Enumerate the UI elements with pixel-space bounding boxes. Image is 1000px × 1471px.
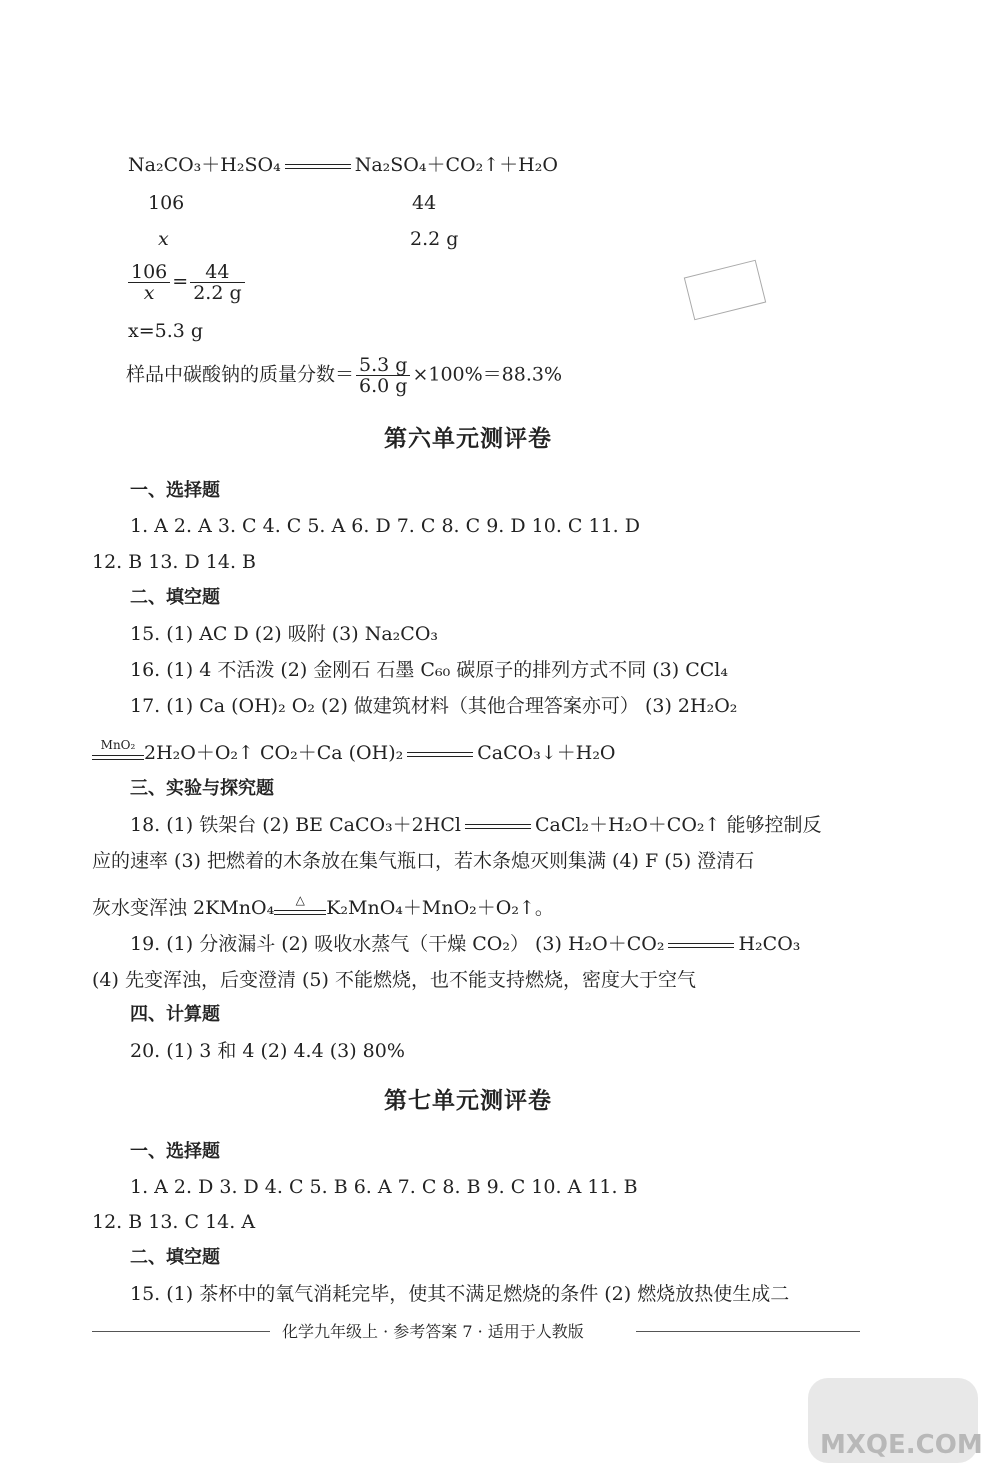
equals-sign — [465, 824, 531, 829]
watermark-text: MXQE.COM — [820, 1430, 983, 1460]
ratio-right: $\frac{44}{2.2 g}$ — [190, 262, 244, 303]
stamp-graphic — [684, 260, 766, 321]
unit6-q16: 16. (1) 4 不活泼 (2) 金刚石 石墨 C₆₀ 碳原子的排列方式不同 (3) CCl₄ — [130, 659, 728, 681]
unit6-q15: 15. (1) AC D (2) 吸附 (3) Na₂CO₃ — [130, 623, 439, 645]
unit6-q18-line1: 18. (1) 铁架台 (2) BE CaCO₃＋2HCl CaCl₂＋H₂O＋CO₂↑ 能够控制反 — [130, 814, 822, 836]
molar-mass-1: 106 — [148, 192, 185, 214]
footer-rule-left — [92, 1331, 270, 1332]
unit7-section-2: 二、填空题 — [130, 1247, 220, 1268]
mass-fraction: 样品中碳酸钠的质量分数＝ $\frac{5.3 g}{6.0 g}$ ×100%＝88.3% — [126, 354, 563, 397]
unit7-q15: 15. (1) 茶杯中的氧气消耗完毕，使其不满足燃烧的条件 (2) 燃烧放热使生成二 — [130, 1283, 790, 1305]
unknown-x: x — [158, 228, 169, 250]
unit6-answers-2: 12. B 13. D 14. B — [92, 551, 257, 573]
equals-sign — [668, 943, 734, 948]
unit6-section-3: 三、实验与探究题 — [130, 778, 274, 799]
footer-rule-right — [636, 1331, 860, 1332]
equals-sign — [407, 752, 473, 757]
heat-arrow: △ — [274, 899, 326, 919]
unit6-q19-line1: 19. (1) 分液漏斗 (2) 吸收水蒸气（干燥 CO₂） (3) H₂O＋CO₂ H₂CO₃ — [130, 933, 801, 955]
reaction-equation: Na₂CO₃＋H₂SO₄ Na₂SO₄＋CO₂↑＋H₂O — [128, 154, 558, 176]
unit7-title: 第七单元测评卷 — [384, 1088, 552, 1114]
unit7-answers-2: 12. B 13. C 14. A — [92, 1211, 256, 1233]
page-footer: 化学九年级上 · 参考答案 7 · 适用于人教版 — [282, 1322, 584, 1341]
catalyst-arrow: MnO₂ — [92, 744, 144, 764]
mass-co2: 2.2 g — [410, 228, 459, 250]
unit6-section-1: 一、选择题 — [130, 480, 220, 501]
molar-mass-2: 44 — [412, 192, 437, 214]
unit7-answers-1: 1. A 2. D 3. D 4. C 5. B 6. A 7. C 8. B 9. C 10. A 11. B — [130, 1176, 638, 1198]
unit6-section-2: 二、填空题 — [130, 587, 220, 608]
result-x: x=5.3 g — [128, 320, 204, 342]
unit6-q17-line1: 17. (1) Ca (OH)₂ O₂ (2) 做建筑材料（其他合理答案亦可） (3) 2H₂O₂ — [130, 695, 738, 717]
unit6-q20: 20. (1) 3 和 4 (2) 4.4 (3) 80% — [130, 1040, 405, 1062]
equals-sign — [285, 164, 351, 169]
unit7-section-1: 一、选择题 — [130, 1141, 220, 1162]
ratio-equation: $\frac{106}{x}$ = $\frac{44}{2.2 g}$ — [126, 262, 247, 303]
unit6-answers-1: 1. A 2. A 3. C 4. C 5. A 6. D 7. C 8. C 9. D 10. C 11. D — [130, 515, 640, 537]
ratio-left: $\frac{106}{x}$ — [128, 262, 170, 303]
unit6-q17-line2: MnO₂ 2H₂O＋O₂↑ CO₂＋Ca (OH)₂ CaCO₃↓＋H₂O — [92, 740, 616, 766]
unit6-q19-line2: (4) 先变浑浊，后变澄清 (5) 不能燃烧，也不能支持燃烧，密度大于空气 — [92, 969, 696, 991]
unit6-q18-line2: 应的速率 (3) 把燃着的木条放在集气瓶口，若木条熄灭则集满 (4) F (5) 澄清石 — [92, 850, 755, 872]
unit6-q18-line3: 灰水变浑浊 2KMnO₄ △ K₂MnO₄＋MnO₂＋O₂↑。 — [92, 893, 554, 919]
fraction: $\frac{5.3 g}{6.0 g}$ — [356, 355, 410, 396]
unit6-title: 第六单元测评卷 — [384, 426, 552, 452]
unit6-section-4: 四、计算题 — [130, 1004, 220, 1025]
